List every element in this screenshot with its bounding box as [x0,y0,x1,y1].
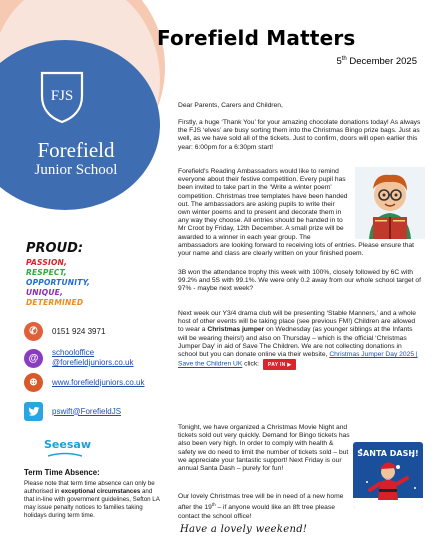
value-passion: PASSION, [26,258,68,267]
value-determined: DETERMINED [26,298,84,307]
email-text [52,348,134,368]
globe-icon: ⊕ [24,373,43,392]
term-time-text-2: and that in-line with government guidelines, Sefton LA may issue penalty notices to families taking holidays during term time. [24,488,160,520]
term-time-text-1: Please note that term time absence can only be authorised in [24,480,155,496]
save-the-children-link[interactable]: Christmas Jumper Day 2025 | Save the Children UK [178,351,418,368]
santa-dash-title: SANTA DASH! [357,449,419,458]
pay-in-button[interactable]: PAY IN ▶ [263,359,296,370]
school-subname: Junior School [34,162,118,178]
tree-sup: th [211,502,216,508]
reading-ambassadors-text: Forefield’s Reading Ambassadors would like to remind everyone about their festive competition. Every pupil has been invited to take part in the ‘Write a winter poem’ competition. Christmas tree templates have been handed out. The ambassadors are asking pupils to write their own winter poems and to present and decorate them in any way they choose. All entries should be handed in to Mr Croot by Friday, 12th December. A small prize will be awarded to a winner in each year group. The ambassadors are looking forward to receiving lots of entries. Please ensure that your name and class are clearly written on your finished poem. [178,168,415,258]
value-respect: RESPECT, [26,268,67,277]
value-unique: UNIQUE, [26,288,63,297]
twitter-icon [24,402,43,421]
santa-dash-poster [353,442,423,508]
school-logo [15,62,137,182]
twitter-link[interactable]: pswift@ForefieldJS [52,406,122,416]
greeting: Dear Parents, Carers and Children, [178,102,283,109]
proud-title: PROUD: [26,241,84,256]
school-name: Forefield [37,138,115,162]
tree-text-1: Our lovely Christmas tree will be in need of a new home after the 19 [178,493,344,512]
sidebar [0,0,160,543]
events-text-3: click: [242,360,260,368]
paragraph-movie-night: Tonight, we have organized a Christmas Movie Night and tickets sold out very quickly. Demand for Bingo tickets has also been very high. In order to comply with health & safety we do need to limit the number of tickets sold – but we appreciate your fantastic support! Next Friday is our annual Santa Dash – purely for fun! [178,424,350,473]
signoff: Have a lovely weekend! [180,524,308,535]
contact-phone [24,322,105,341]
paragraph-events [178,310,422,370]
contact-website [24,373,144,392]
website-link[interactable]: www.forefieldjuniors.co.uk [52,377,145,387]
paragraph-christmas-tree [178,493,350,521]
paragraph-attendance: 3B won the attendance trophy this week with 100%, closely followed by 6C with 99.2% and 5S with 99.1%. We were only 0.2 away from our whole school target of 97% - maybe next week? [178,269,421,293]
tree-text-2: – if anyone would like an 8ft tree please contact the school office! [178,504,335,520]
seesaw-underline [48,452,82,457]
date-suffix: th [341,55,347,62]
shield-icon [39,70,85,124]
proud-values [26,241,90,308]
phone-number: 0151 924 3971 [52,326,106,336]
term-time-title: Term Time Absence: [24,468,100,477]
email-link-line1[interactable]: schooloffice [52,348,95,357]
seesaw-logo[interactable]: Seesaw [44,438,91,451]
paragraph-chocolate: Firstly, a huge ‘Thank You’ for your amazing chocolate donations today! As always the FJS ‘elves’ are busy sorting them into the Christmas Bingo prize bags. Just as well, as we have sold all of the tickets. Just to confirm, doors will open earlier this year: 6:00pm for a 6:30pm start! [178,119,421,151]
newsletter-title: Forefield Matters [157,26,356,50]
contact-twitter [24,402,121,421]
christmas-jumper-bold: Christmas jumper [207,326,265,334]
term-time-body [24,480,164,520]
reading-child-illustration [355,167,425,239]
events-text-2: on Wednesday (as younger siblings at the Infants will be wearing theirs!) and also on Thursday – which is the official ‘Christmas Jumper Day’ in aid of Save The Children. We are not collecting donations in school but you can donate online via their website, [178,326,413,359]
value-opportunity: OPPORTUNITY, [26,278,91,287]
newsletter-date [336,56,417,67]
crest-letters: FJS [50,88,74,104]
events-text-1: Next week our Y3/4 drama club will be presenting ‘Stable Manners,’ and a whole host of other events will be taking place (see previous FM!) Children are allowed to wear a [178,310,416,334]
phone-icon: ✆ [24,322,43,341]
date-day: 5 [336,56,342,67]
email-link-line2[interactable]: @forefieldjuniors.co.uk [52,358,134,367]
term-time-bold: exceptional circumstances [61,488,141,496]
email-icon: @ [24,349,43,368]
date-rest: December 2025 [346,56,417,67]
contact-email [24,348,134,368]
